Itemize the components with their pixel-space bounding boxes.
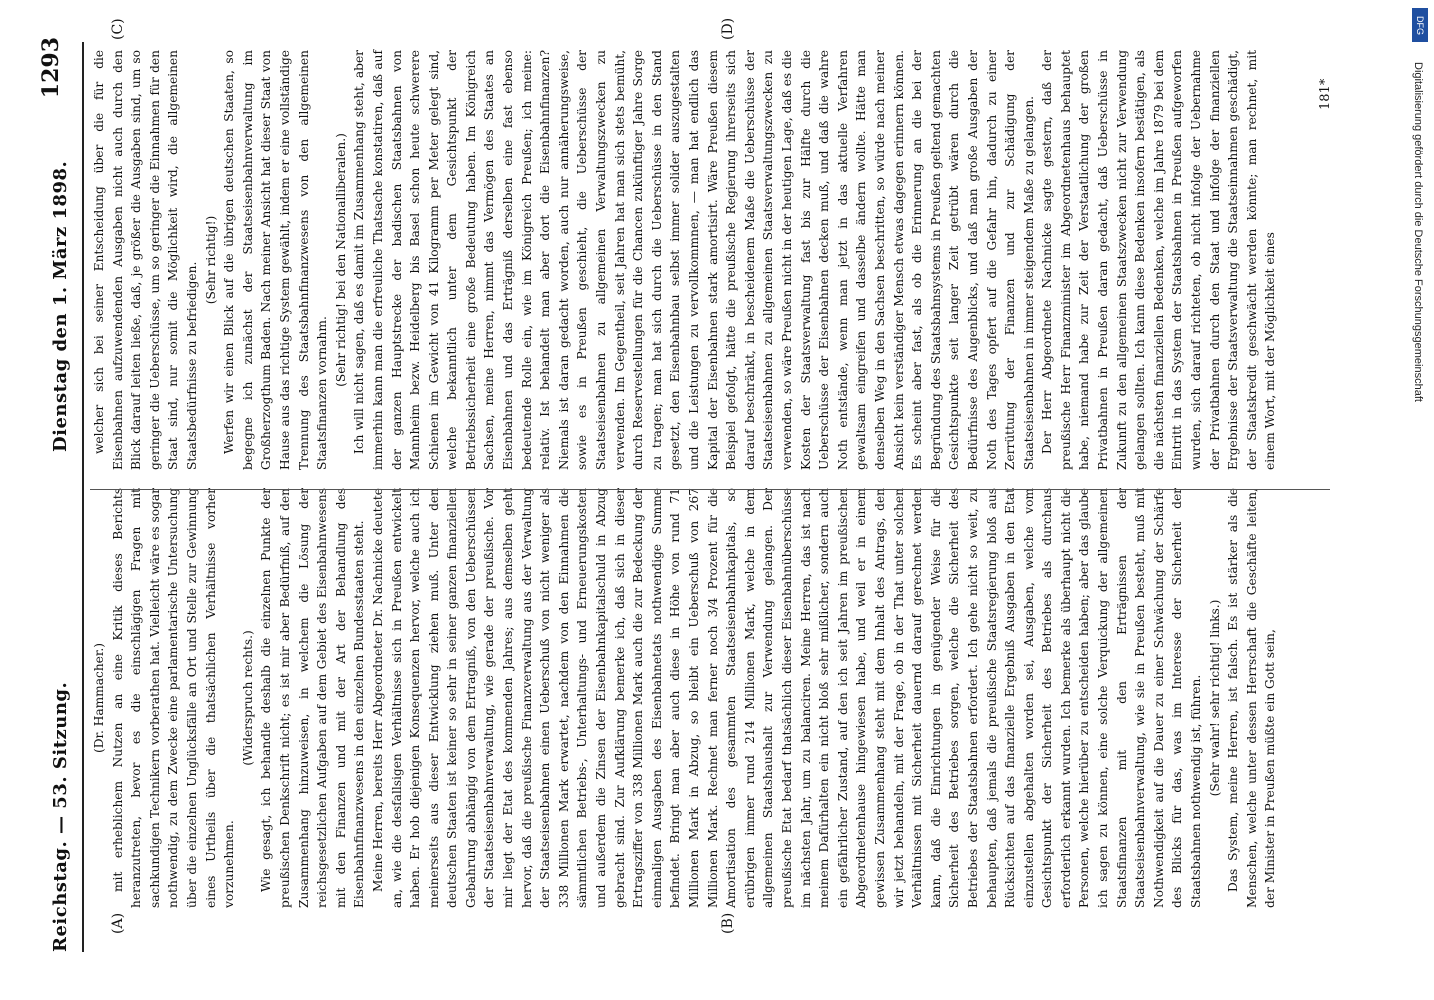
right-text-column (90, 50, 1280, 470)
left-column-paragraph: Das System, meine Herren, ist falsch. Es ist stärker als die Menschen, welche unter dessen Herrschaft die Geschäfte leiten, der Minister in Preußen müßte ein Gott sein, (1226, 488, 1278, 908)
left-column-paragraph: mit erheblichem Nutzen an eine Kritik dieses Berichts heranzutreten, bevor es die einschlägigen Fragen mit sachkundigen Technikern vorberathen hat. Vielleicht wäre es sogar nothwendig, zu dem Zwecke eine parlamentarische Untersuchung über die einzelnen Unglücksfälle an Ort und Stelle zur Gewinnung eines Urtheils über die thatsächlichen Verhältnisse vorher vorzunehmen. (110, 488, 237, 908)
header-rule (82, 42, 84, 952)
margin-letter-c: (C) (110, 18, 126, 40)
header-right: Dienstag den 1. März 1898. (50, 160, 71, 452)
left-column-paragraph: Meine Herren, bereits Herr Abgeordneter Dr. Nachnicke deutete an, wie die desfallsigen Verhältnisse sich in Preußen entwickelt haben. Er hob diejenigen Konsequenzen hervor, welche auch ich meinerseits aus dieser Entwicklung ziehen muß. Unter den deutschen Staaten ist keiner so sehr in seiner ganzen finanziellen Gebahrung abhängig von dem Ertragniß, von den Ueberschüssen der Staatseisenbahnverwaltung, wie gerade der preußische. Vor mir liegt der Etat des kommenden Jahres; aus demselben geht hervor, daß die preußische Finanzverwaltung aus der Verwaltung der Staatseisenbahnen einen Ueberschuß von nicht weniger als 338 Millionen Mark erwartet, nachdem von den Einnahmen die sämmtlichen Betriebs-, Unterhaltungs- und Erneuerungskosten und außerdem die Zinsen der Eisenbahnkapitalschuld in Abzug gebracht sind. Zur Aufklärung bemerke ich, daß sich in dieser Ertragsziffer von 338 Millionen Mark auch die zur Bedeckung der einmaligen Ausgaben des Eisenbahnetats nothwendige Summe befindet. Bringt man aber auch diese in Höhe von rund 71 Millionen Mark in Abzug, so bleibt ein Ueberschuß von 267 Millionen Mark. Rechnet man ferner noch 3/4 Prozent für die Amortisation des gesammten Staatseisenbahnkapitals, so erübrigen immer rund 214 Millionen Mark, welche in dem allgemeinen Staatshaushalt zur Verwendung gelangen. Der preußische Etat bedarf thatsächlich dieser Eisenbahnüberschüsse im nächsten Jahr, um zu balanciren. Meine Herren, das ist nach meinem Dafürhalten ein nicht bloß sehr mißlicher, sondern auch ein gefährlicher Zustand, auf den ich seit Jahren im preußischen Abgeordnetenhause hingewiesen habe, und weil er in einem gewissen Zusammenhang steht mit dem Inhalt des Antrags, den wir jetzt behandeln, mit der Frage, ob in der That unter solchen Verhältnissen mit Sicherheit dauernd darauf gerechnet werden kann, daß die Einrichtungen in genügender Weise für die Sicherheit des Betriebes sorgen, welche die Sicherheit des Betriebes der Staatsbahnen erfordert. Ich gehe nicht so weit, zu behaupten, daß jemals die preußische Staatsregierung bloß aus Rücksichten auf das finanzielle Ergebniß Ausgaben in den Etat einzustellen abgehalten worden sei, Ausgaben, welche vom Gesichtspunkt der Sicherheit des Betriebes als durchaus erforderlich erkannt wurden. Ich bemerke als überhaupt nicht die Personen, welche hierüber zu entscheiden haben; aber das glaube ich sagen zu können, eine solche Verquickung der allgemeinen Staatsfinanzen mit den Erträgnissen der Staatseisenbahnverwaltung, wie sie in Preußen besteht, muß mit Nothwendigkeit auf die Dauer zu einer Schwächung der Schärfe des Blicks für das, was im Interesse der Sicherheit der Staatsbahnen nothwendig ist, führen. (370, 488, 1204, 908)
left-column-paragraph: (Widerspruch rechts.) (240, 630, 255, 766)
right-column-paragraph: (Sehr richtig!) (203, 215, 218, 305)
column-separator (90, 489, 1330, 490)
left-column-paragraph: (Sehr wahr! sehr richtig! links.) (1207, 599, 1222, 797)
margin-letter-b: (B) (720, 912, 736, 934)
page-number: 1293 (38, 37, 64, 99)
digitization-sidebar (1410, 12, 1426, 732)
right-column-paragraph: Werfen wir einen Blick auf die übrigen deutschen Staaten, so begegne ich zunächst der Staatseisenbahnverwaltung im Großherzogthum Baden. Nach meiner Ansicht hat dieser Staat von Hause aus das richtige System gewählt, indem er eine vollständige Trennung des Staatsbahnfinanzwesens von den allgemeinen Staatsfinanzen vornahm. (222, 50, 330, 470)
left-text-column (90, 488, 1280, 908)
right-column-paragraph: welcher sich bei seiner Entscheidung über die für die Eisenbahnen aufzuwendenden Ausgaben nicht auch durch den Blick darauf leiten ließe, daß, je größer die Ausgaben sind, um so geringer die Ueberschüsse, um so geringer die Einnahmen für den Staat sind, nur somit die Möglichkeit wird, die allgemeinen Staatsbedürfnisse zu befriedigen. (92, 50, 199, 470)
right-column-paragraph: Ich will nicht sagen, daß es damit im Zusammenhang steht, aber immerhin kann man die erfreuliche Thatsache konstatiren, daß auf der ganzen Hauptstrecke der badischen Staatsbahnen von Mannheim bezw. Heidelberg bis Basel schon heute schwerere Schienen im Gewicht von 41 Kilogramm per Meter gelegt sind, welche bekanntlich unter dem Gesichtspunkt der Betriebssicherheit eine große Bedeutung haben. Im Königreich Sachsen, meine Herren, nimmt das Vermögen des Staates an Eisenbahnen und das Erträgniß derselben eine fast ebenso bedeutende Rolle ein, wie im Königreich Preußen; ich meine: relativ. Ist behandelt man aber dort die Eisenbahnfinanzen? Niemals ist daran gedacht worden, auch nur annäherungsweise, sowie es in Preußen geschieht, die Ueberschüsse der Staatseisenbahnen zu allgemeinen Verwaltungszwecken zu verwenden. Im Gegentheil, seit Jahren hat man sich stets bemüht, durch Reservestellungen für die Chancen zukünftiger Jahre Sorge zu tragen; man hat sich durch die Ueberschüsse in den Stand gesetzt, den Eisenbahnbau selbst immer solider auszugestalten und die Leistungen zu vervollkommnen, — man hat endlich das Kapital der Eisenbahnen stark amortisirt. Wäre Preußen diesem Beispiel gefolgt, hätte die preußische Regierung ihrerseits sich darauf beschränkt, in bescheidenem Maße die Ueberschüsse der Staatseisenbahnen zu allgemeinen Staatsverwaltungszwecken zu verwenden, so wäre Preußen nicht in der heutigen Lage, daß es die Kosten der Staatsverwaltung fast bis zur Hälfte durch die Ueberschüsse der Eisenbahnen decken muß, und daß die wahre Noth entstände, wenn man jetzt in das aktuelle Verfahren gewaltsam eingreifen und dasselbe ändern wollte. Hätte man denselben Weg in den Sachsen beschritten, so würde nach meiner Ansicht kein verständiger Mensch etwas dagegen erinnern können. Es scheint aber fast, als ob die Erinnerung an die bei der Begründung des Staatsbahnsystems in Preußen geltend gemachten Gesichtspunkte seit langer Zeit getrübt wären durch die Bedürfnisse des Augenblicks, und daß man große Ausgaben der Noth des Tages opfert auf die Gefahr hin, dadurch zu einer Zerrüttung der Finanzen und zur Schädigung der Staatseisenbahnen in immer steigendem Maße zu gelangen. (352, 50, 1036, 470)
dfg-logo: DFG (1412, 8, 1428, 42)
right-column-paragraph: Der Herr Abgeordnete Nachnicke sagte gestern, daß der preußische Herr Finanzminister im Abgeordnetenhaus behauptet habe, niemand habe zur Zeit der Verstaatlichung der großen Privatbahnen in Preußen daran gedacht, daß Ueberschüsse in Zukunft zu den allgemeinen Staatszwecken nicht zur Verwendung gelangen sollten. Ich kann diese Bedenken insofern bestätigen, als die nächsten finanziellen Bedenken, welche im Jahre 1879 bei dem Eintritt in das System der Staatsbahnen in Preußen aufgeworfen wurden, sich darauf richteten, ob nicht infolge der Uebernahme der Privatbahnen durch den Staat und infolge der finanziellen Ergebnisse der Staatsverwaltung die Staatseinnahmen geschädigt, der Staatskredit geschwächt werden könnte; man rechnet, mit einem Wort, mit der Möglichkeit eines (1040, 50, 1278, 470)
right-column-paragraph: (Sehr richtig! bei den Nationalliberalen.) (333, 133, 348, 387)
page-header (18, 37, 78, 952)
header-left: Reichstag. — 53. Sitzung. (50, 681, 71, 952)
margin-letter-d: (D) (720, 17, 736, 40)
margin-letter-a: (A) (110, 912, 126, 934)
left-column-paragraph: Wie gesagt, ich behandle deshalb die einzelnen Punkte der preußischen Denkschrift nicht; es ist mir aber Bedürfniß, auf den Zusammenhang hinzuweisen, in welchem die Lösung der reichsgesetzlichen Aufgaben auf dem Gebiet des Eisenbahnwesens mit den Finanzen und mit der Art der Behandlung des Eisenbahnfinanzwesens in den einzelnen Bundesstaaten steht. (259, 488, 367, 908)
left-column-paragraph: (Dr. Hammacher.) (92, 642, 106, 754)
footer-mark: 181* (1318, 78, 1333, 110)
sidebar-credit-text: Digitalisierung gefördert durch die Deutsche Forschungsgemeinschaft (1412, 62, 1424, 402)
